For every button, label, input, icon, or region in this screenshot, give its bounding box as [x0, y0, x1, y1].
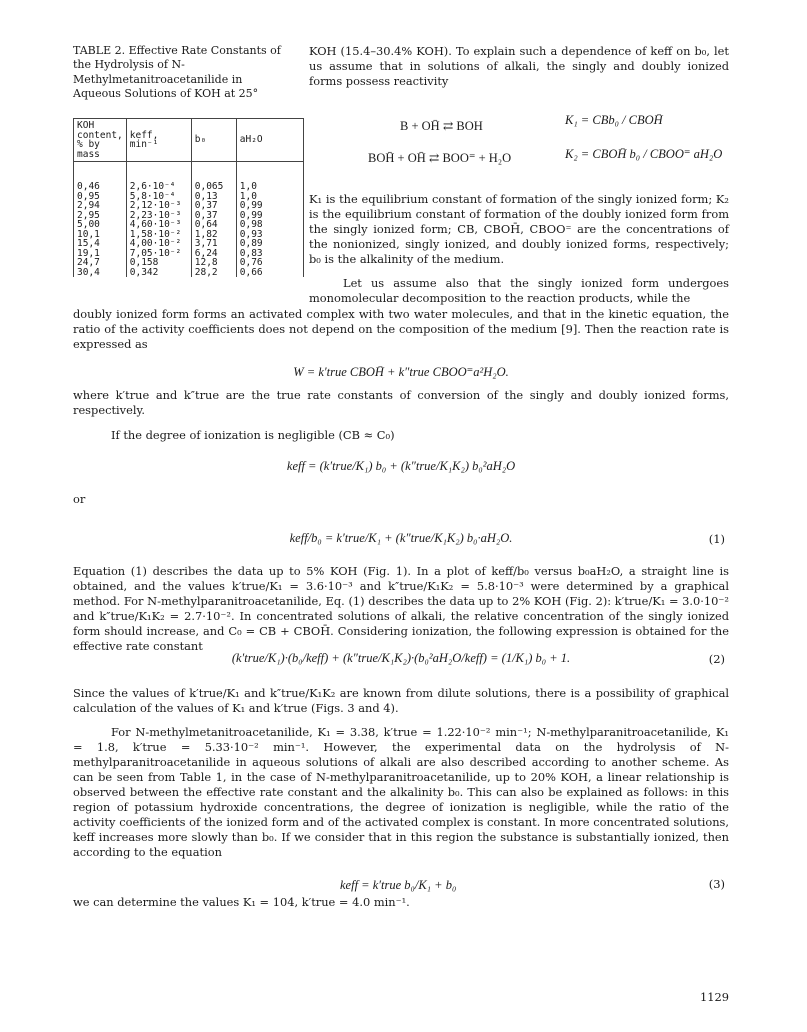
paragraph-eq1: Equation (1) describes the data up to 5% KOH (Fig. 1). In a plot of keff/b₀ versus b₀aH₂O, a straight line is obtained, and the values k′true/K₁ = 3.6·10⁻³ and k″true/K₁K₂ = 5.8·10⁻³ were determined by a graphical method. For N-methylparanitroacetanilide, Eq. (1) describes the data up to 2% KOH (Fig. 2): k′true/K₁ = 3.0·10⁻² and k″true/K₁K₂ = 2.7·10⁻². In concentrated solutions of alkali, the relative concentration of the singly ionized form should increase, and C₀ = CB + CBOH̄. Considering ionization, the following expression is obtained for the effective rate constant	[73, 564, 729, 654]
table-caption: TABLE 2. Effective Rate Constants of the Hydrolysis of N-Methylmetanitroacetanilide in Aqueous Solutions of KOH at 25°	[73, 44, 281, 100]
table-cell: 0,158	[126, 258, 191, 268]
page-number: 1129	[700, 990, 729, 1004]
table-row	[74, 249, 304, 259]
or-text: or	[73, 492, 86, 506]
table-cell: 0,95	[74, 192, 127, 202]
paragraph-eq2: Since the values of k′true/K₁ and k″true/K₁K₂ are known from dilute solutions, there is a possibility of graphical calculation of the values of K₁ and k′true (Figs. 3 and 4).	[73, 686, 729, 716]
table-cell: 0,342	[126, 268, 191, 278]
table-cell: 28,2	[191, 268, 236, 278]
header-keff: keff, min⁻¹	[126, 119, 191, 162]
table-cell: 0,66	[236, 268, 303, 278]
table-cell: 3,71	[191, 239, 236, 249]
table-cell: 0,99	[236, 201, 303, 211]
header-koh: KOH content, % by mass	[74, 119, 127, 162]
table-cell: 0,13	[191, 192, 236, 202]
table-cell: 0,64	[191, 220, 236, 230]
table-cell: 15,4	[74, 239, 127, 249]
paragraph-main: For N-methylmetanitroacetanilide, K₁ = 3.38, k′true = 1.22·10⁻² min⁻¹; N-methylparanitroacetanilide, K₁ = 1.8, k′true = 5.33·10⁻² min⁻¹. However, the experimental data on the hydrolysis of N-methylparanitroacetanilide in aqueous solutions of alkali are also described according to another scheme. As can be seen from Table 1, in the case of N-methylparanitroacetanilide, up to 20% KOH, a linear relationship is observed between the effective rate constant and the alkalinity b₀. This can also be explained as follows: in this region of potassium hydroxide concentrations, the degree of ionization is negligible, while the ratio of the activity coefficients of the ionized form and of the activated complex is constant. In more concentrated solutions, keff increases more slowly than b₀. If we consider that in this region the substance is substantially ionized, then according to the equation	[73, 725, 729, 860]
equation-1: keff/b₀ = k′true/K₁ + (k″true/K₁K₂) b₀·aH₂O.	[289, 531, 513, 545]
table-cell: 0,83	[236, 249, 303, 259]
table-cell: 5,00	[74, 220, 127, 230]
table-cell: 0,98	[236, 220, 303, 230]
equation-keff: keff = (k′true/K₁) b₀ + (k″true/K₁K₂) b₀²aH₂O	[286, 459, 516, 473]
table-cell: 4,60·10⁻³	[126, 220, 191, 230]
equation-r2-k2: K₂ = CBOH̄ b₀ / CBOO⁼ aH₂O	[565, 147, 723, 161]
table-cell: 0,46	[74, 182, 127, 192]
equation-3-number: (3)	[708, 877, 725, 891]
table-row	[74, 239, 304, 249]
final-sentence: we can determine the values K₁ = 104, k′true = 4.0 min⁻¹.	[73, 895, 410, 909]
table-row	[74, 220, 304, 230]
equation-r1: B + OH̄ ⇄ BOH	[400, 119, 483, 133]
table-row	[74, 268, 304, 278]
table-cell: 5,8·10⁻⁴	[126, 192, 191, 202]
table-row	[74, 192, 304, 202]
table-cell: 24,7	[74, 258, 127, 268]
table-cell: 0,99	[236, 211, 303, 221]
table-cell: 7,05·10⁻²	[126, 249, 191, 259]
table-cell: 0,37	[191, 201, 236, 211]
table-row	[74, 201, 304, 211]
table-row	[74, 211, 304, 221]
table-cell: 1,0	[236, 182, 303, 192]
table-cell: 4,00·10⁻²	[126, 239, 191, 249]
table-row	[74, 182, 304, 192]
table-cell: 2,95	[74, 211, 127, 221]
equation-w: W = k′true CBOH̄ + k″true CBOO⁼a²H₂O.	[293, 365, 509, 379]
table-cell: 1,82	[191, 230, 236, 240]
table-cell: 2,94	[74, 201, 127, 211]
table-cell: 10,1	[74, 230, 127, 240]
equation-r2: BOH̄ + OH̄ ⇄ BOO⁼ + H₂O	[368, 151, 512, 165]
table-cell: 0,37	[191, 211, 236, 221]
table-cell: 30,4	[74, 268, 127, 278]
table-cell: 0,89	[236, 239, 303, 249]
table-cell: 2,23·10⁻³	[126, 211, 191, 221]
table-header-row	[74, 119, 304, 162]
table-cell: 2,6·10⁻⁴	[126, 182, 191, 192]
equation-2: (k′true/K₁)·(b₀/keff) + (k″true/K₁K₂)·(b₀²aH₂O/keff) = (1/K₁) b₀ + 1.	[231, 651, 571, 665]
table-cell: 12,8	[191, 258, 236, 268]
definitions-paragraph: K₁ is the equilibrium constant of formation of the singly ionized form; K₂ is the equilibrium constant of formation of the doubly ionized form from the singly ionized form; CB, CBOH̄, CBOO⁼ are the concentrations of the nonionized, singly ionized, and doubly ionized forms, respectively; b₀ is the alkalinity of the medium.	[309, 192, 729, 267]
right-intro: KOH (15.4–30.4% KOH). To explain such a dependence of keff on b₀, let us assume that in solutions of alkali, the singly and doubly ionized forms possess reactivity	[309, 44, 729, 89]
table-cell: 2,12·10⁻³	[126, 201, 191, 211]
equation-2-number: (2)	[708, 652, 725, 666]
equation-1-number: (1)	[708, 532, 725, 546]
where-paragraph: where k′true and k″true are the true rate constants of conversion of the singly and doubly ionized forms, respectively.	[73, 388, 729, 418]
header-b0: b₀	[191, 119, 236, 162]
if-negligible-line: If the degree of ionization is negligible (CB ≈ C₀)	[111, 428, 395, 442]
header-aH2O: aH₂O	[236, 119, 303, 162]
table-cell: 19,1	[74, 249, 127, 259]
table-row	[74, 258, 304, 268]
equation-3: keff = k′true b₀/K₁ + b₀	[340, 878, 457, 892]
equation-r1-k1: K₁ = CBb₀ / CBOH̄	[565, 113, 663, 127]
table-cell: 1,58·10⁻²	[126, 230, 191, 240]
table-cell: 1,0	[236, 192, 303, 202]
assumption-paragraph-rest: doubly ionized form forms an activated complex with two water molecules, and that in the kinetic equation, the ratio of the activity coefficients does not depend on the composition of the medium [9]. Then the reaction rate is expressed as	[73, 307, 729, 352]
assumption-paragraph-start: Let us assume also that the singly ionized form undergoes monomolecular decomposition to the reaction products, while the	[309, 276, 729, 306]
table-cell: 6,24	[191, 249, 236, 259]
table-cell: 0,76	[236, 258, 303, 268]
table-row	[74, 230, 304, 240]
table-cell: 0,065	[191, 182, 236, 192]
data-table	[73, 118, 304, 277]
table-cell: 0,93	[236, 230, 303, 240]
